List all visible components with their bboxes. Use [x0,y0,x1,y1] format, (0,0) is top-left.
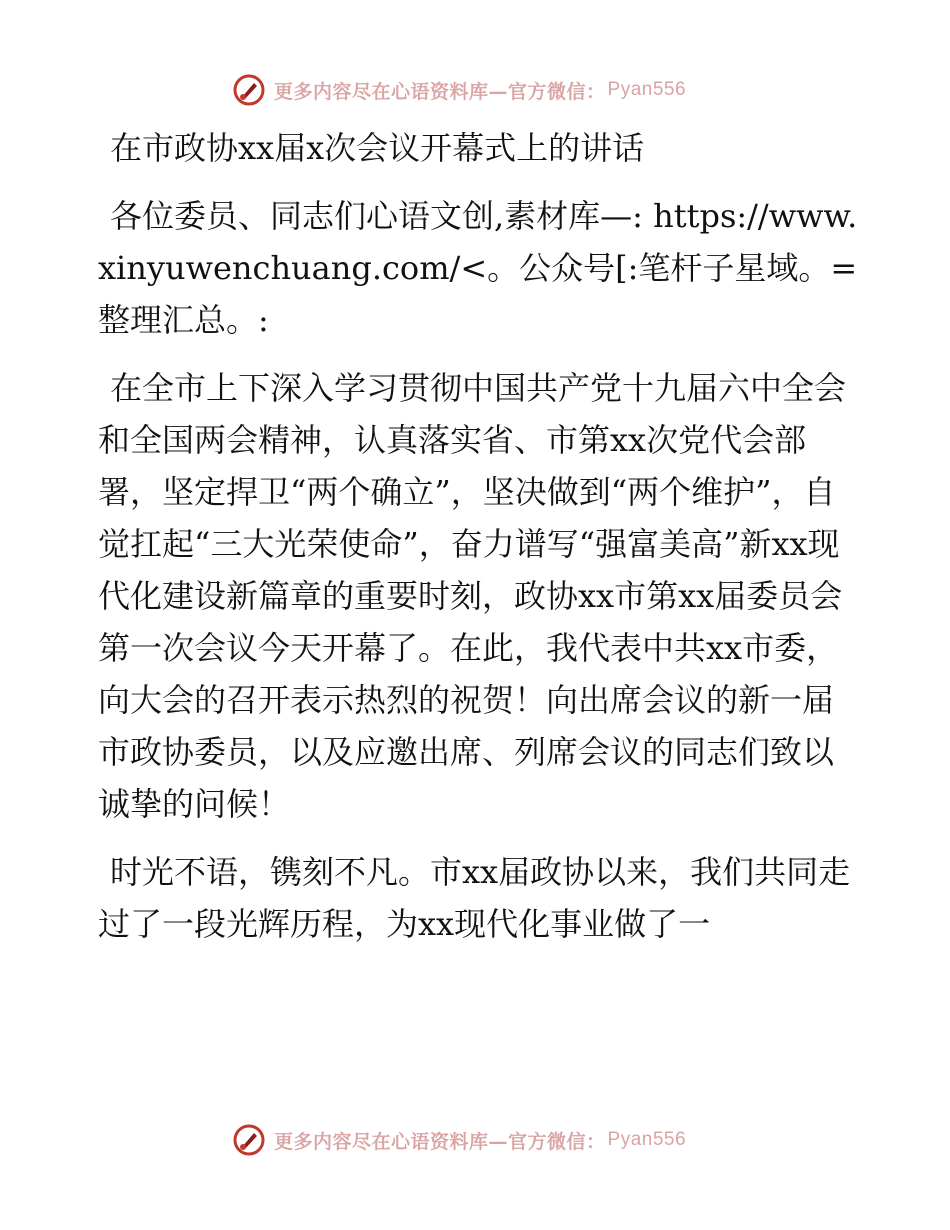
brush-logo-icon [232,73,266,107]
banner-wechat-id: Pyan556 [607,79,687,100]
paragraph-greeting: 各位委员、同志们心语文创,素材库—: https://www.xinyuwenchuang.com/<。公众号[:笔杆子星域。=整理汇总。: [98,197,858,339]
paragraph-review: 时光不语，镌刻不凡。市xx届政协以来，我们共同走过了一段光辉历程，为xx现代化事业做了一 [98,853,851,943]
banner-text: 更多内容尽在心语资料库—官方微信： [274,1130,606,1153]
header-watermark-banner [232,70,686,110]
footer-watermark-banner [232,1120,686,1160]
document-title: 在市政协xx届x次会议开幕式上的讲话 [110,129,645,167]
banner-wechat-id: Pyan556 [607,1129,687,1150]
paragraph-opening: 在全市上下深入学习贯彻中国共产党十九届六中全会和全国两会精神，认真落实省、市第xx次党代会部署，坚定捍卫“两个确立”，坚决做到“两个维护”，自觉扛起“三大光荣使命”，奋力谱写“强富美高”新xx现代化建设新篇章的重要时刻，政协xx市第xx届委员会第一次会议今天开幕了。在此，我代表中共xx市委，向大会的召开表示热烈的祝贺！向出席会议的新一届市政协委员，以及应邀出席、列席会议的同志们致以诚挚的问候！ [98,369,847,823]
banner-text: 更多内容尽在心语资料库—官方微信： [274,80,606,103]
brush-logo-icon [232,1123,266,1157]
document-body [98,122,858,966]
